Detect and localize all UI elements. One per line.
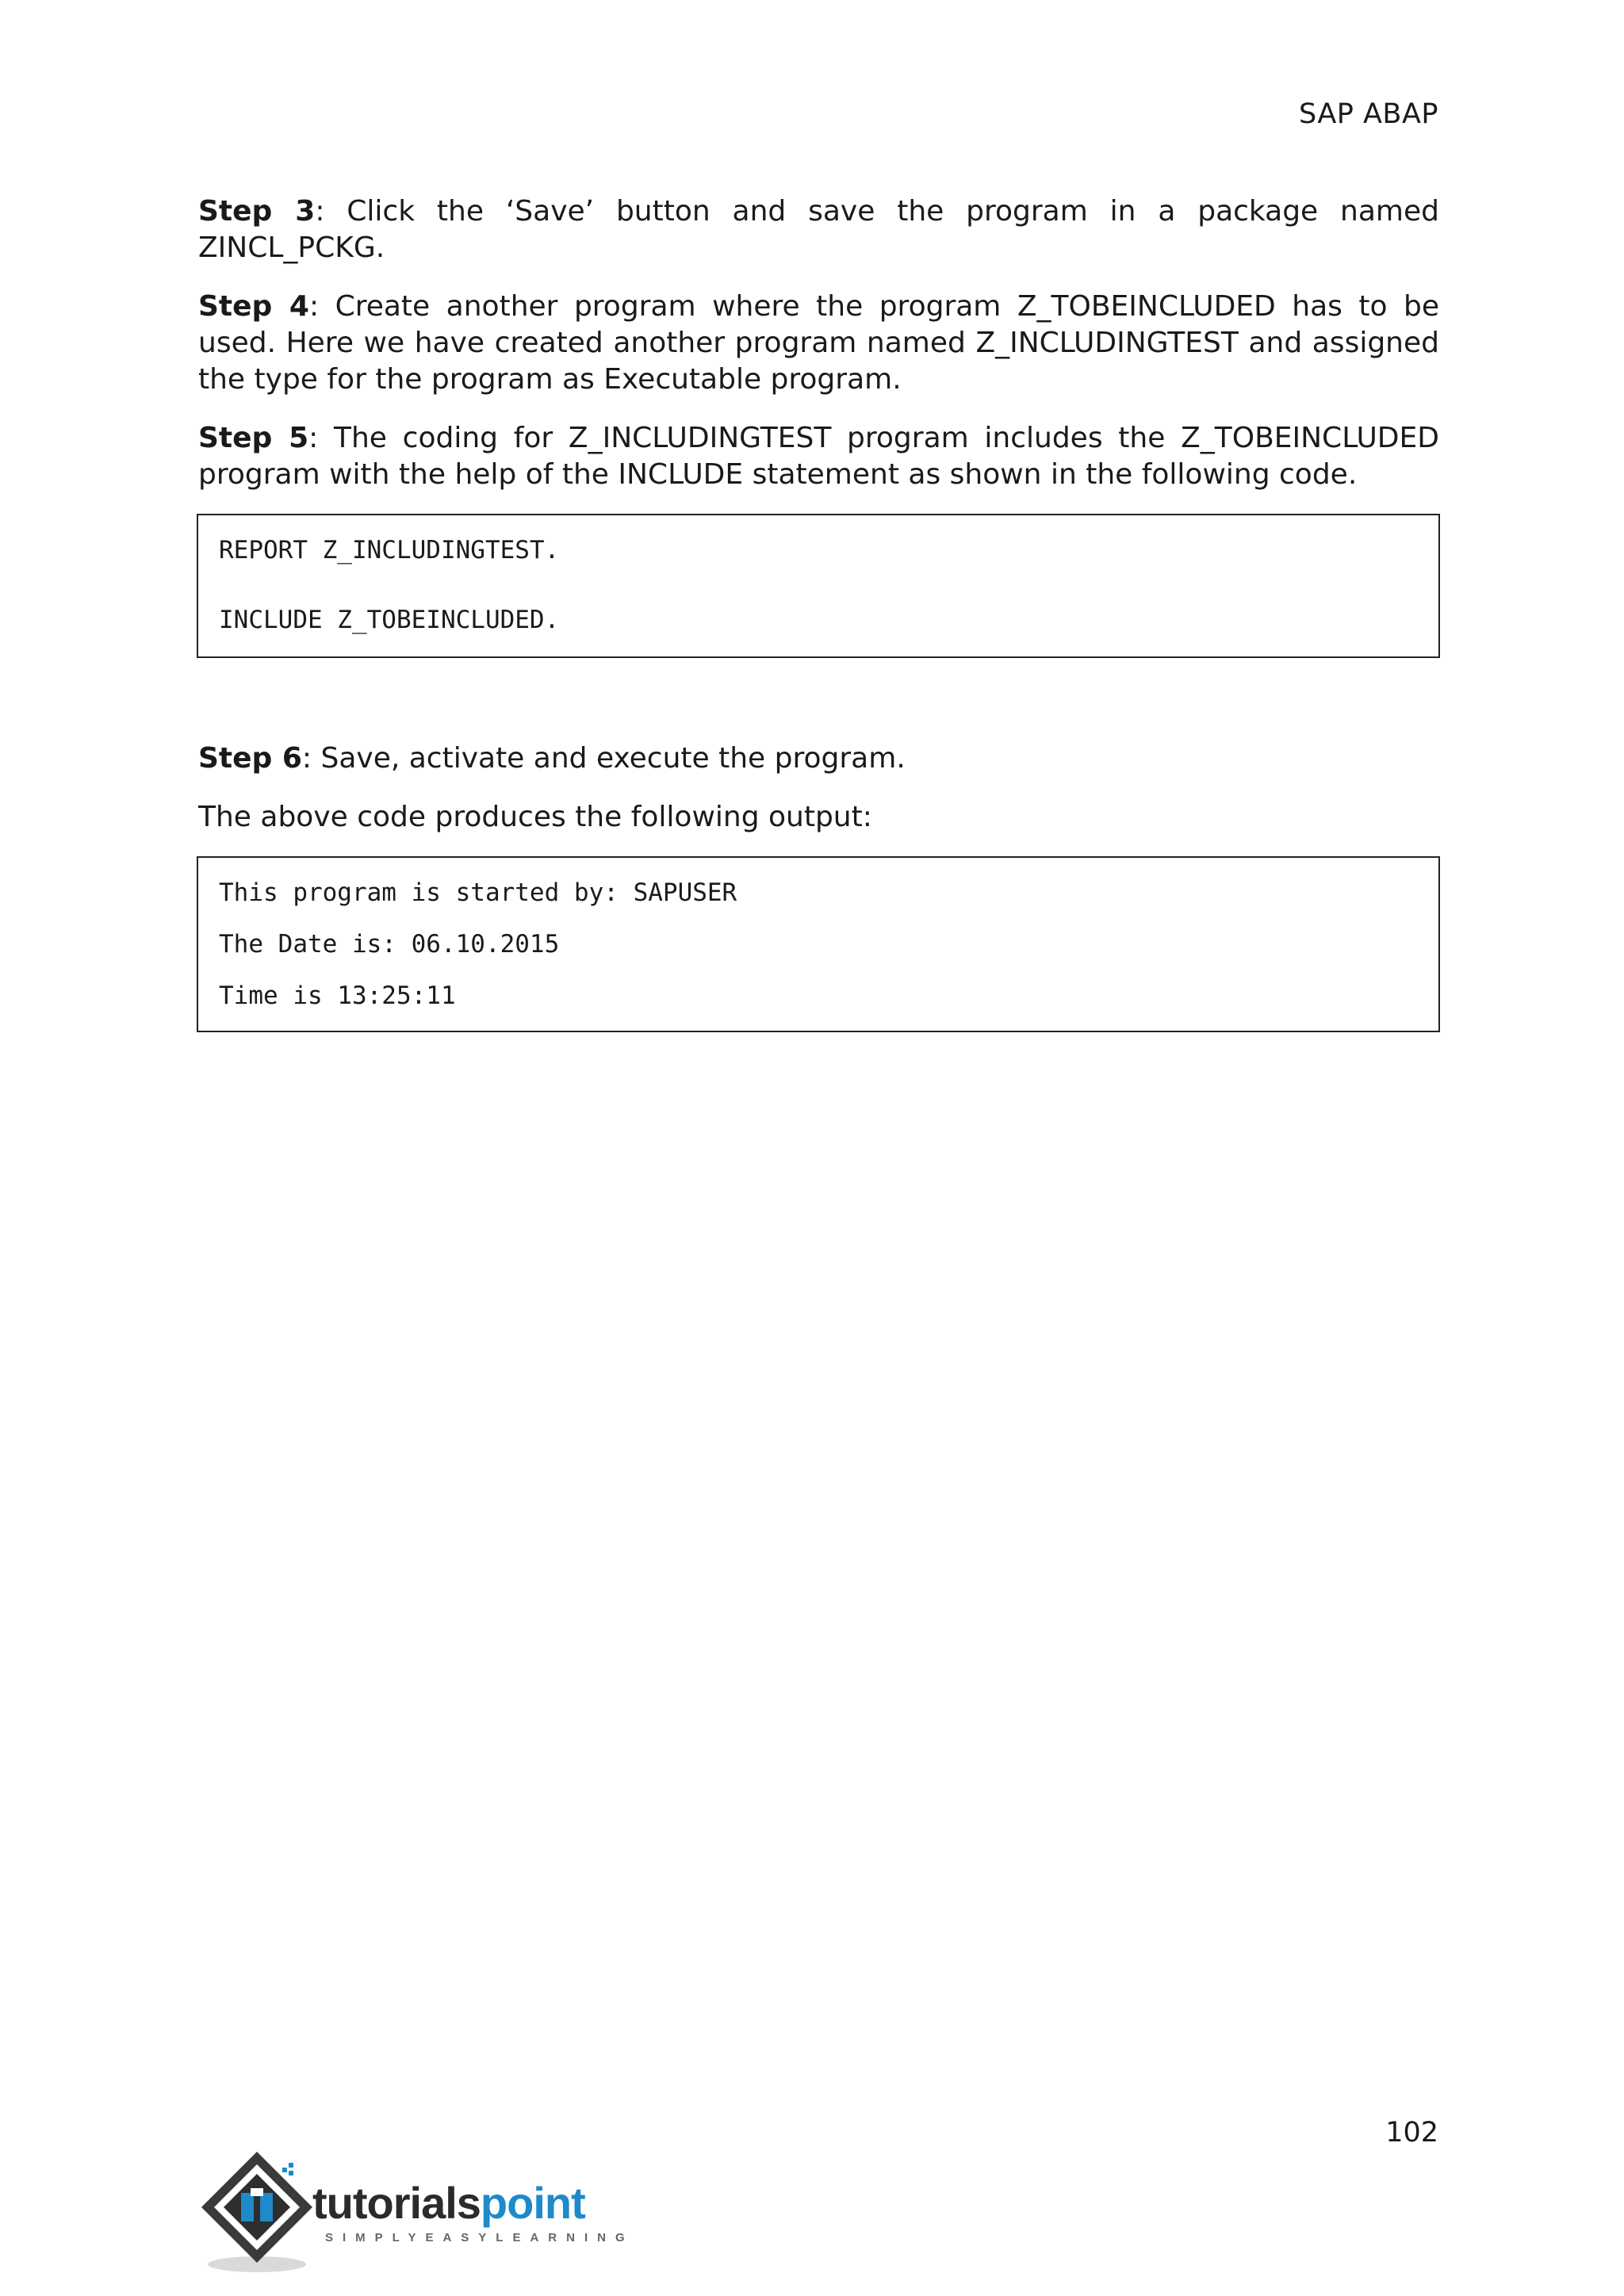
code-line: REPORT Z_INCLUDINGTEST. bbox=[219, 536, 560, 564]
logo-wordmark: tutorialspoint bbox=[312, 2178, 585, 2228]
output-block bbox=[197, 856, 1440, 1032]
step-text: : Click the ‘Save’ button and save the program in a package named ZINCL_PCKG. bbox=[198, 195, 1439, 264]
tutorialspoint-logo bbox=[193, 2145, 638, 2280]
step-text: : The coding for Z_INCLUDINGTEST program includes the Z_TOBEINCLUDED program with the help of the INCLUDE statement as shown in the following code. bbox=[198, 422, 1439, 491]
output-intro: The above code produces the following output: bbox=[198, 801, 872, 833]
step-label: Step 3 bbox=[198, 195, 316, 228]
step-4-paragraph bbox=[198, 289, 1439, 398]
step-text: : Create another program where the program Z_TOBEINCLUDED has to be used. Here we have created another program named Z_INCLUDINGTEST and assigned the type for the program as Executable program. bbox=[198, 290, 1440, 396]
code-block bbox=[197, 514, 1440, 658]
code-line: INCLUDE Z_TOBEINCLUDED. bbox=[219, 606, 560, 634]
output-line: This program is started by: SAPUSER bbox=[219, 878, 737, 907]
step-label: Step 4 bbox=[198, 290, 309, 323]
step-text: : Save, activate and execute the program. bbox=[301, 742, 906, 775]
output-line: Time is 13:25:11 bbox=[219, 982, 456, 1010]
step-3-paragraph bbox=[198, 193, 1439, 266]
step-label: Step 6 bbox=[198, 742, 302, 775]
page-number: 102 bbox=[1385, 2117, 1438, 2149]
page-content bbox=[198, 193, 1439, 1032]
logo-tagline: SIMPLYEASYLEARNING bbox=[325, 2231, 634, 2244]
running-header: SAP ABAP bbox=[1298, 98, 1438, 130]
output-line: The Date is: 06.10.2015 bbox=[219, 930, 560, 959]
logo-diamond-icon bbox=[193, 2145, 328, 2280]
step-6-paragraph bbox=[198, 740, 1439, 777]
step-label: Step 5 bbox=[198, 422, 309, 454]
step-5-paragraph bbox=[198, 420, 1439, 493]
